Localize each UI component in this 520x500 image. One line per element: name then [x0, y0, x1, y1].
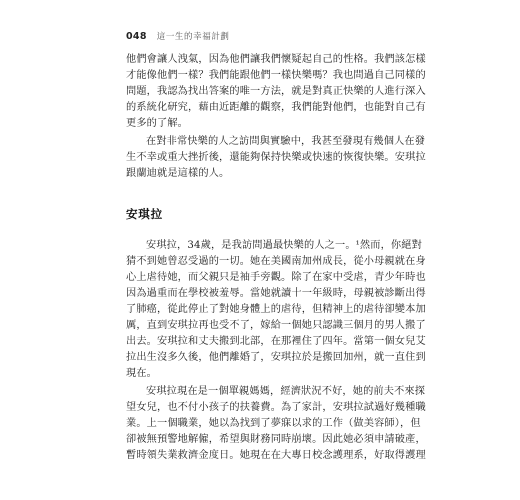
paragraph-line: 因為過重而在學校被羞辱。當她就讀十一年級時，母親被診斷出得 [126, 288, 426, 299]
paragraph-line: 拉出生沒多久後，他們離婚了，安琪拉於是搬回加州，就一直住到 [126, 352, 426, 363]
paragraph-2 [126, 134, 426, 182]
paragraph-line: 望女兒，也不付小孩子的扶養費。為了家計，安琪拉試過好幾種職 [126, 402, 426, 413]
paragraph-line: 生不幸或重大挫折後，還能夠保持快樂或快速的恢復快樂。安琪拉 [126, 152, 426, 163]
paragraph-line: 業。上一個職業，她以為找到了夢寐以求的工作（做美容師），但 [126, 418, 421, 429]
running-head [126, 30, 230, 42]
paragraph-line: 的系統化研究，藉由近距離的觀察，我們能對他們，也能對自己有 [126, 102, 426, 113]
book-title: 這一生的幸福計劃 [156, 32, 230, 42]
paragraph-line: 在對非常快樂的人之訪問與實驗中，我甚至發現有幾個人在發 [146, 136, 426, 147]
paragraph-line: 心上虐待她，而父親只是袖手旁觀。除了在家中受虐，青少年時也 [126, 272, 426, 283]
paragraph-line: 安琪拉，34歲，是我訪問過最快樂的人之一。¹然而，你絕對 [146, 240, 422, 251]
paragraph-line: 暫時領失業救濟金度日。她現在在大專日校念護理系，好取得護理 [126, 450, 426, 461]
paragraph-line: 更多的了解。 [126, 118, 189, 129]
paragraph-line: 跟蘭迪就是這樣的人。 [126, 168, 230, 179]
paragraph-line: 猜不到她曾忍受過的一切。她在美國南加州成長，從小母親就在身 [126, 256, 426, 267]
paragraph-line: 現在。 [126, 368, 158, 379]
paragraph-line: 卻被無預警地解僱，希望與財務同時崩壞。因此她必須申請破產， [126, 434, 426, 445]
page-number: 048 [126, 31, 147, 42]
paragraph-3 [126, 238, 426, 382]
paragraph-line: 問題，我認為找出答案的唯一方法，就是對真正快樂的人進行深入 [126, 86, 426, 97]
paragraph-line: 出去。安琪拉和丈夫搬到北部，在那裡住了四年。當第一個女兒艾 [126, 336, 426, 347]
paragraph-line: 他們會讓人洩氣，因為他們讓我們懷疑起自己的性格。我們該怎樣 [126, 54, 426, 65]
paragraph-4 [126, 384, 426, 464]
paragraph-line: 厲，直到安琪拉再也受不了，嫁給一個她只認識三個月的男人搬了 [126, 320, 426, 331]
paragraph-1 [126, 52, 426, 132]
paragraph-line: 才能像他們一樣？我們能跟他們一樣快樂嗎？我也問過自己同樣的 [126, 70, 426, 81]
paragraph-line: 安琪拉現在是一個單親媽媽，經濟狀況不好，她的前夫不來探 [146, 386, 426, 397]
paragraph-line: 了肺癌，從此停止了對她身體上的虐待，但精神上的虐待卻變本加 [126, 304, 426, 315]
section-heading: 安琪拉 [126, 207, 163, 221]
